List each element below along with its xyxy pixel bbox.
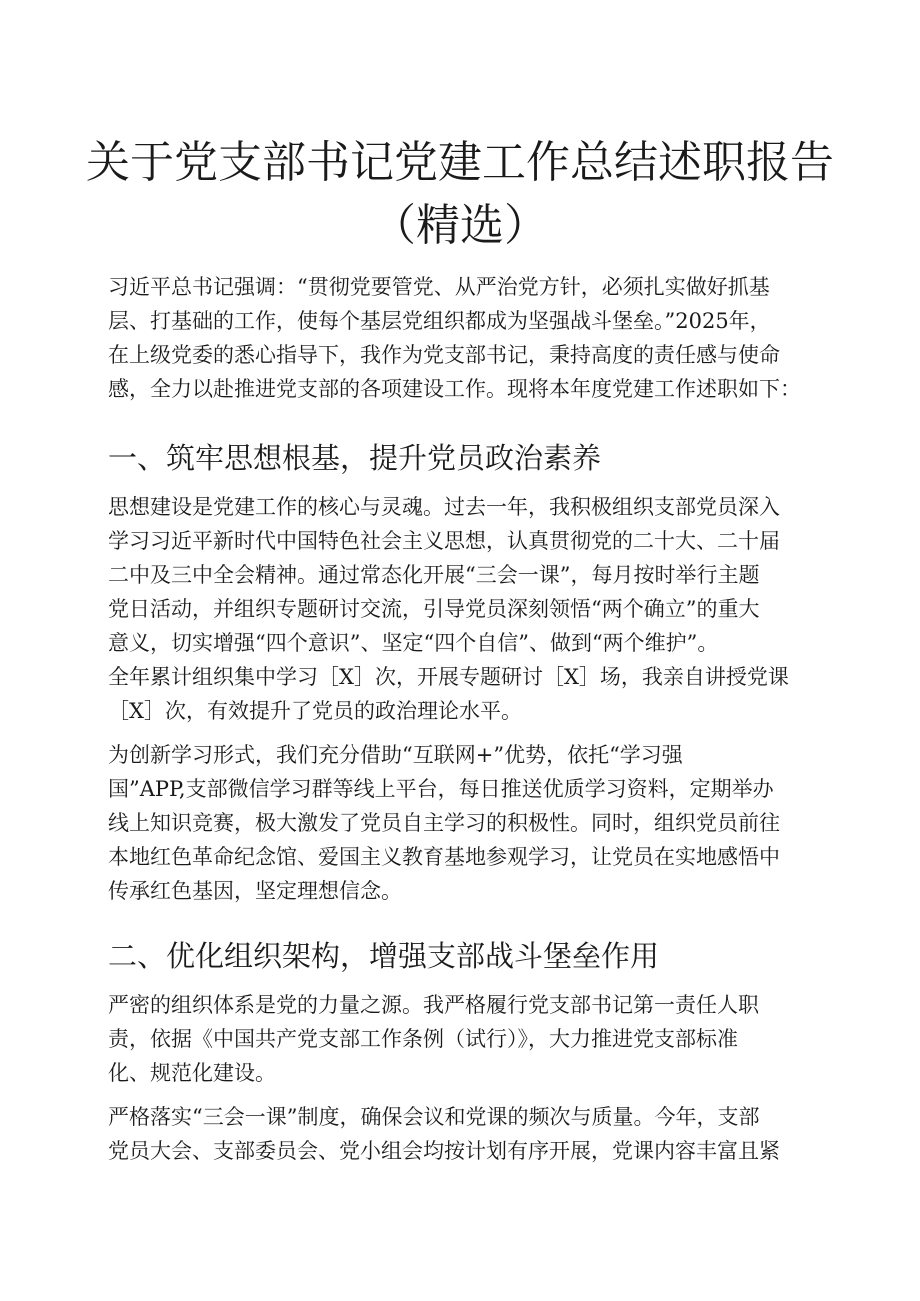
- paragraph-line: 党员大会、支部委员会、党小组会均按计划有序开展，党课内容丰富且紧: [108, 1139, 780, 1163]
- intro-line: 在上级党委的悉心指导下，我作为党支部书记，秉持高度的责任感与使命: [108, 343, 780, 367]
- intro-line: 层、打基础的工作，使每个基层党组织都成为坚强战斗堡垒。”2025年，: [108, 309, 771, 333]
- paragraph-line: 二中及三中全会精神。通过常态化开展“三会一课”，每月按时举行主题: [108, 563, 760, 587]
- paragraph-line: 思想建设是党建工作的核心与灵魂。过去一年，我积极组织支部党员深入: [108, 495, 780, 519]
- paragraph-line: 线上知识竞赛，极大激发了党员自主学习的积极性。同时，组织党员前往: [108, 811, 780, 835]
- section-1-paragraph-1: [108, 490, 820, 728]
- paragraph-line: 化、规范化建设。: [108, 1061, 276, 1085]
- paragraph-line: 责，依据《中国共产党支部工作条例（试行）》，大力推进党支部标准: [108, 1027, 738, 1051]
- paragraph-line: 意义，切实增强“四个意识”、坚定“四个自信”、做到“两个维护”。: [108, 631, 719, 655]
- section-2-heading: 二、优化组织架构，增强支部战斗堡垒作用: [108, 939, 660, 973]
- intro-line: 感，全力以赴推进党支部的各项建设工作。现将本年度党建工作述职如下：: [108, 377, 801, 401]
- section-1-heading: 一、筑牢思想根基，提升党员政治素养: [108, 441, 602, 475]
- section-1-paragraph-2: [108, 738, 820, 908]
- section-2-paragraph-2: [108, 1100, 820, 1168]
- paragraph-line: 严格落实“三会一课”制度，确保会议和党课的频次与质量。今年，支部: [108, 1105, 760, 1129]
- paragraph-line: 为创新学习形式，我们充分借助“互联网+”优势，依托“学习强: [108, 743, 683, 767]
- paragraph-line: 严密的组织体系是党的力量之源。我严格履行党支部书记第一责任人职: [108, 993, 759, 1017]
- document-title-line-1: 关于党支部书记党建工作总结述职报告: [86, 137, 834, 188]
- section-2-paragraph-1: [108, 988, 820, 1090]
- paragraph-line: 本地红色革命纪念馆、爱国主义教育基地参观学习，让党员在实地感悟中: [108, 845, 780, 869]
- paragraph-line: 党日活动，并组织专题研讨交流，引导党员深刻领悟“两个确立”的重大: [108, 597, 760, 621]
- paragraph-line: 全年累计组织集中学习［X］次，开展专题研讨［X］场，我亲自讲授党课: [108, 665, 789, 689]
- paragraph-line: 传承红色基因，坚定理想信念。: [108, 879, 402, 903]
- document-title-line-2: （精选）: [372, 200, 548, 251]
- paragraph-line: ［X］次，有效提升了党员的政治理论水平。: [108, 699, 522, 723]
- paragraph-line: 国”APP,支部微信学习群等线上平台，每日推送优质学习资料，定期举办: [108, 777, 774, 801]
- intro-line: 习近平总书记强调：“贯彻党要管党、从严治党方针，必须扎实做好抓基: [108, 275, 770, 299]
- paragraph-line: 学习习近平新时代中国特色社会主义思想，认真贯彻党的二十大、二十届: [108, 529, 780, 553]
- intro-paragraph: [108, 270, 820, 406]
